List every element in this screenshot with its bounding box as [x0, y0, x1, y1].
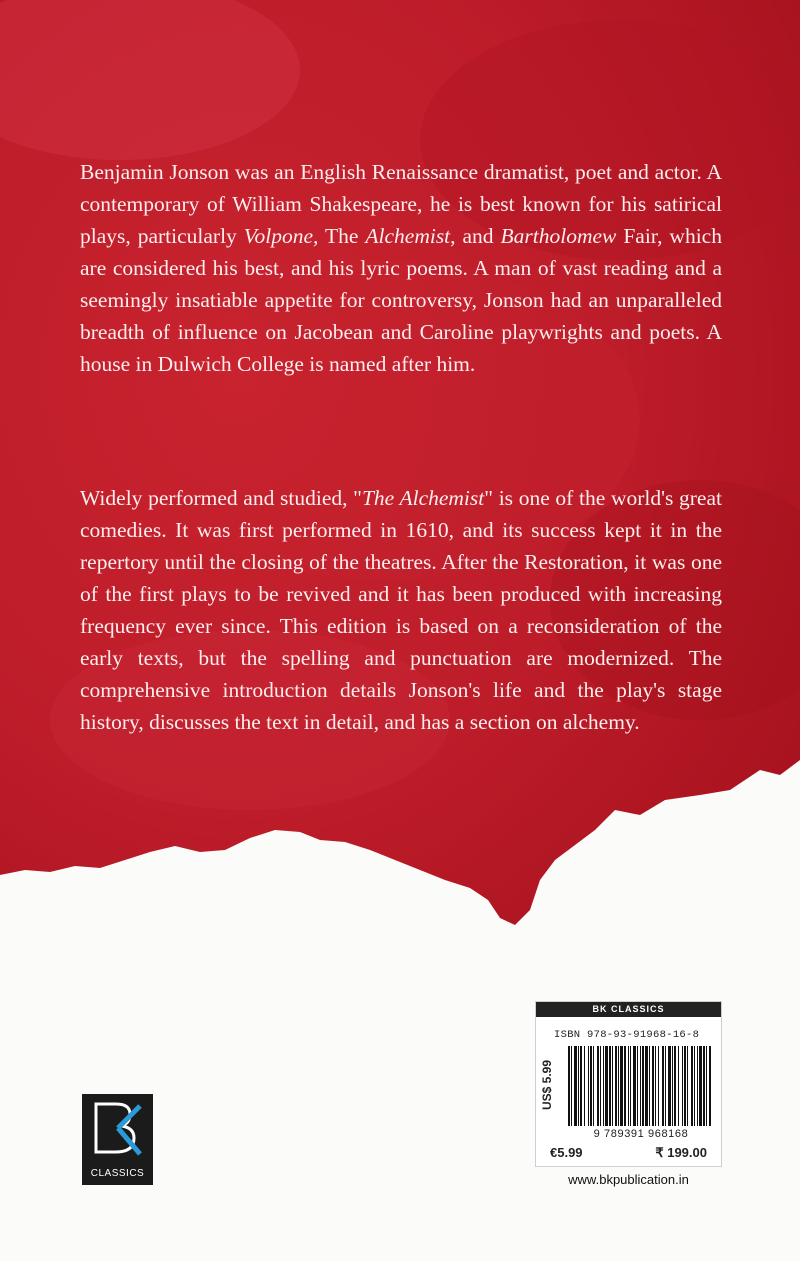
barcode-bar [628, 1046, 629, 1126]
barcode-bar [697, 1046, 698, 1126]
barcode-bar [578, 1046, 579, 1126]
description-text: " is one of the world's great comedies. It was first performed in 1610, and its success kept it in the repertory until the closing of the theatres. After the Restoration, it was one of the first plays to be revived and it has been produced with increasing frequency ever since. This edition is based on a reconsideration of the early texts, but the spelling and punctuation are modernized. The comprehensive introduction details Jonson's life and the play's stage history, discusses the text in detail, and has a section on alchemy. [80, 485, 722, 734]
barcode-bar [571, 1046, 572, 1126]
barcode-bar [618, 1046, 619, 1126]
barcode-bar [682, 1046, 683, 1126]
barcode-bar [597, 1046, 599, 1126]
barcode-bar [605, 1046, 608, 1126]
book-description-paragraph [80, 482, 722, 738]
title-volpone: Volpone, [243, 223, 319, 248]
barcode-bar [645, 1046, 648, 1126]
bk-classics-logo [82, 1094, 153, 1185]
barcode-bar [662, 1046, 664, 1126]
barcode-bar [612, 1046, 613, 1126]
barcode-digits: 9 789391 968168 [593, 1128, 689, 1140]
barcode-bar [609, 1046, 611, 1126]
barcode-bar [637, 1046, 638, 1126]
barcode-bar [649, 1046, 650, 1126]
barcode-icon [566, 1046, 716, 1126]
barcode-bar [674, 1046, 676, 1126]
inr-price: ₹ 199.00 [655, 1145, 707, 1160]
barcode-bar [706, 1046, 707, 1126]
bk-logo-icon [82, 1094, 153, 1166]
barcode-bar [691, 1046, 693, 1126]
logo-text: CLASSICS [90, 1168, 145, 1179]
barcode-bar [699, 1046, 702, 1126]
title-the-alchemist: The Alchemist [361, 485, 485, 510]
series-label: BK CLASSICS [536, 1002, 721, 1017]
barcode-bar [603, 1046, 604, 1126]
barcode-bar [665, 1046, 666, 1126]
barcode-bar [568, 1046, 570, 1126]
barcode-bar [615, 1046, 617, 1126]
barcode-bar [655, 1046, 656, 1126]
barcode-bar [630, 1046, 631, 1126]
barcode-bar [684, 1046, 686, 1126]
barcode-bar [633, 1046, 636, 1126]
barcode-bar [678, 1046, 679, 1126]
author-bio-paragraph [80, 156, 722, 380]
description-text: Widely performed and studied, " [80, 485, 362, 510]
barcode-bar [590, 1046, 592, 1126]
barcode-bar [620, 1046, 623, 1126]
bio-text: , and [450, 223, 501, 248]
barcode-bar [640, 1046, 641, 1126]
eur-price: €5.99 [550, 1145, 583, 1160]
barcode-bar [588, 1046, 589, 1126]
isbn-text: ISBN 978-93-91968-16-8 [554, 1029, 700, 1041]
barcode-bar [580, 1046, 582, 1126]
bio-text: The [318, 223, 366, 248]
publisher-website[interactable]: www.bkpublication.in [568, 1172, 689, 1187]
bio-text: Fair, which are considered his best, and his lyric poems. A man of vast reading and a seemingly insatiable appetite for controversy, Jonson had an unparalleled breadth of influence on Jacobean and Caroline playwrights and poets. A house in Dulwich College is named after him. [80, 223, 722, 376]
barcode-bar [584, 1046, 585, 1126]
barcode-bar [694, 1046, 695, 1126]
barcode-bar [668, 1046, 671, 1126]
barcode-bar [658, 1046, 659, 1126]
barcode-bar [672, 1046, 673, 1126]
barcode-bar [709, 1046, 711, 1126]
barcode-panel [535, 1001, 722, 1167]
bio-text: Benjamin Jonson was an English Renaissance dramatist, poet and actor. A contemporary of William Shakespeare, he is best known for his satirical plays, particularly [80, 159, 722, 248]
barcode-bar [600, 1046, 601, 1126]
barcode-bar [624, 1046, 626, 1126]
barcode-bar [652, 1046, 654, 1126]
barcode-bar [642, 1046, 644, 1126]
barcode-bar [687, 1046, 688, 1126]
title-alchemist: Alchemist [365, 223, 451, 248]
barcode-bar [703, 1046, 705, 1126]
barcode-bar [593, 1046, 594, 1126]
title-bartholomew: Bartholomew [500, 223, 617, 248]
usd-price: US$ 5.99 [540, 1059, 554, 1110]
barcode-bar [574, 1046, 577, 1126]
